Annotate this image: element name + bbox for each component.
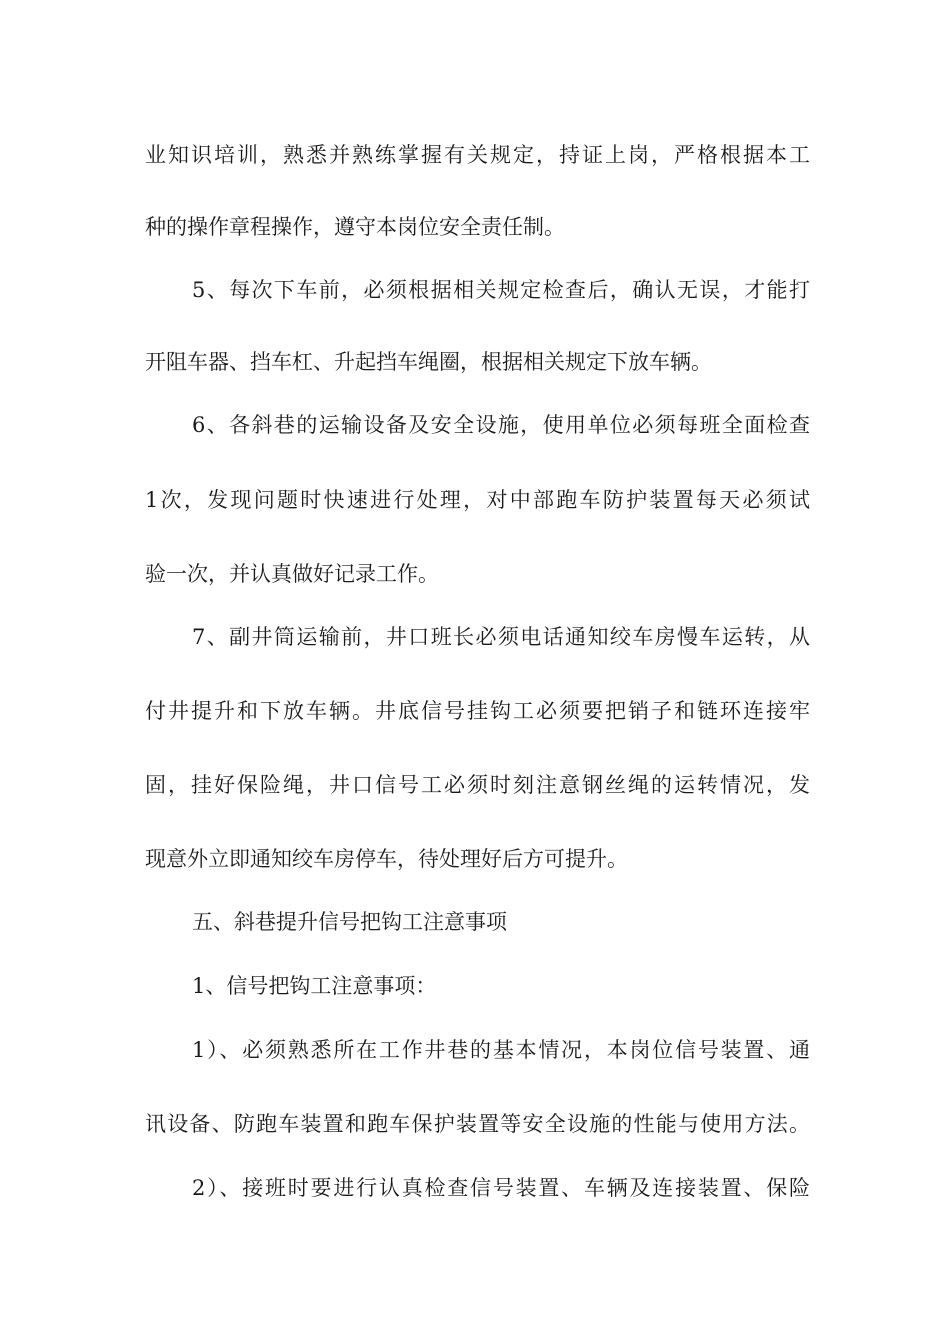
section-heading: 五、斜巷提升信号把钩工注意事项 — [192, 910, 507, 934]
text-line-15: 讯设备、防跑车装置和跑车保护装置等安全设施的性能与使用方法。 — [145, 1112, 810, 1136]
text-line-16: 2）、接班时要进行认真检查信号装置、车辆及连接装置、保险 — [192, 1176, 810, 1200]
text-line-3: 5、每次下车前，必须根据相关规定检查后，确认无误，才能打 — [192, 278, 810, 302]
text-line-8: 7、副井筒运输前，井口班长必须电话通知绞车房慢车运转，从 — [192, 625, 810, 649]
text-line-5: 6、各斜巷的运输设备及安全设施，使用单位必须每班全面检查 — [192, 413, 810, 437]
text-line-2: 种的操作章程操作，遵守本岗位安全责任制。 — [145, 215, 565, 239]
text-line-1: 业知识培训，熟悉并熟练掌握有关规定，持证上岗，严格根据本工 — [145, 143, 810, 167]
subsection-heading: 1、信号把钩工注意事项： — [192, 974, 437, 998]
text-line-10: 固，挂好保险绳，井口信号工必须时刻注意钢丝绳的运转情况，发 — [145, 773, 810, 797]
text-line-4: 开阻车器、挡车杠、升起挡车绳圈，根据相关规定下放车辆。 — [145, 350, 712, 374]
text-line-6: 1次，发现问题时快速进行处理，对中部跑车防护装置每天必须试 — [145, 488, 810, 512]
text-line-14: 1）、必须熟悉所在工作井巷的基本情况，本岗位信号装置、通 — [192, 1038, 810, 1062]
text-line-7: 验一次，并认真做好记录工作。 — [145, 562, 439, 586]
text-line-11: 现意外立即通知绞车房停车，待处理好后方可提升。 — [145, 847, 628, 871]
text-line-9: 付井提升和下放车辆。井底信号挂钩工必须要把销子和链环连接牢 — [145, 699, 810, 723]
